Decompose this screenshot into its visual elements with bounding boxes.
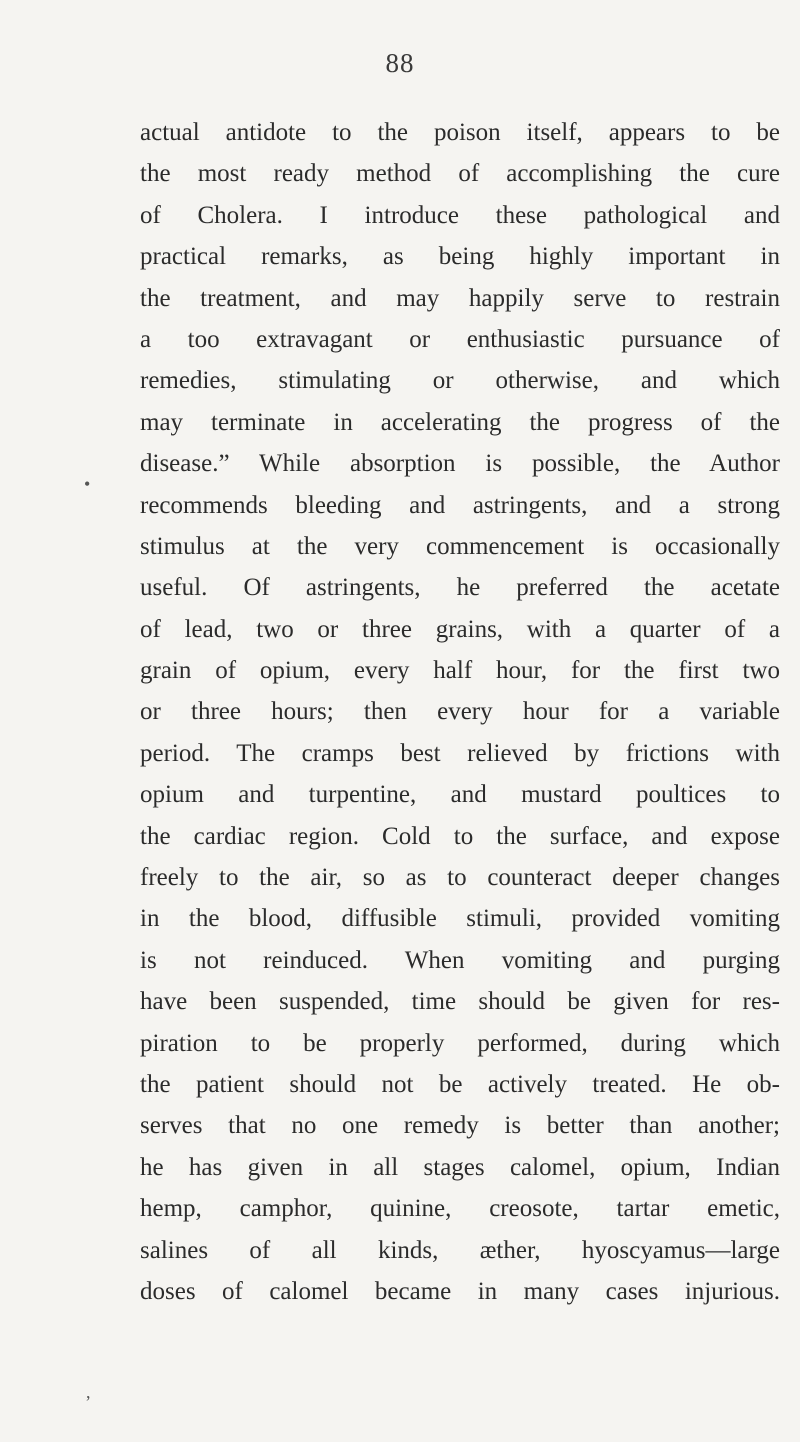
text-line: is not reinduced. When vomiting and purging [140, 946, 780, 974]
text-line: the cardiac region. Cold to the surface, and expose [140, 822, 780, 850]
text-line: the most ready method of accomplishing the cure [140, 160, 780, 188]
text-line: the patient should not be actively treated. He ob- [140, 1070, 780, 1098]
text-line: practical remarks, as being highly important in [140, 243, 780, 271]
margin-dot: • [84, 474, 91, 494]
text-line: remedies, stimulating or otherwise, and which [140, 367, 780, 395]
text-line: the treatment, and may happily serve to restrain [140, 284, 780, 312]
text-line: of lead, two or three grains, with a quarter of a [140, 615, 780, 643]
text-line: period. The cramps best relieved by frictions with [140, 739, 780, 767]
text-line: serves that no one remedy is better than another; [140, 1112, 780, 1140]
text-line: grain of opium, every half hour, for the first two [140, 657, 780, 685]
page-number: 88 [385, 48, 415, 78]
text-line: hemp, camphor, quinine, creosote, tartar emetic, [140, 1195, 780, 1223]
margin-comma: , [86, 1382, 91, 1402]
text-line: doses of calomel became in many cases injurious. [140, 1277, 780, 1305]
text-line: may terminate in accelerating the progress of the [140, 408, 780, 436]
text-line: opium and turpentine, and mustard poultices to [140, 781, 780, 809]
text-line: actual antidote to the poison itself, appears to be [140, 119, 780, 146]
text-line: stimulus at the very commencement is occasionally [140, 532, 780, 560]
body-text [140, 112, 780, 1312]
text-line: he has given in all stages calomel, opium, Indian [140, 1153, 780, 1181]
text-line: recommends bleeding and astringents, and a strong [140, 491, 780, 519]
text-line: useful. Of astringents, he preferred the acetate [140, 574, 780, 602]
text-line: piration to be properly performed, during which [140, 1029, 780, 1057]
text-line: or three hours; then every hour for a variable [140, 698, 780, 726]
text-line: freely to the air, so as to counteract deeper changes [140, 864, 780, 892]
text-line: a too extravagant or enthusiastic pursuance of [140, 325, 780, 353]
text-line: have been suspended, time should be given for res- [140, 988, 780, 1016]
text-line: disease.” While absorption is possible, the Author [140, 450, 780, 478]
text-line: salines of all kinds, æther, hyoscyamus—large [140, 1236, 780, 1264]
text-line: of Cholera. I introduce these pathological and [140, 201, 780, 229]
text-line: in the blood, diffusible stimuli, provided vomiting [140, 905, 780, 933]
